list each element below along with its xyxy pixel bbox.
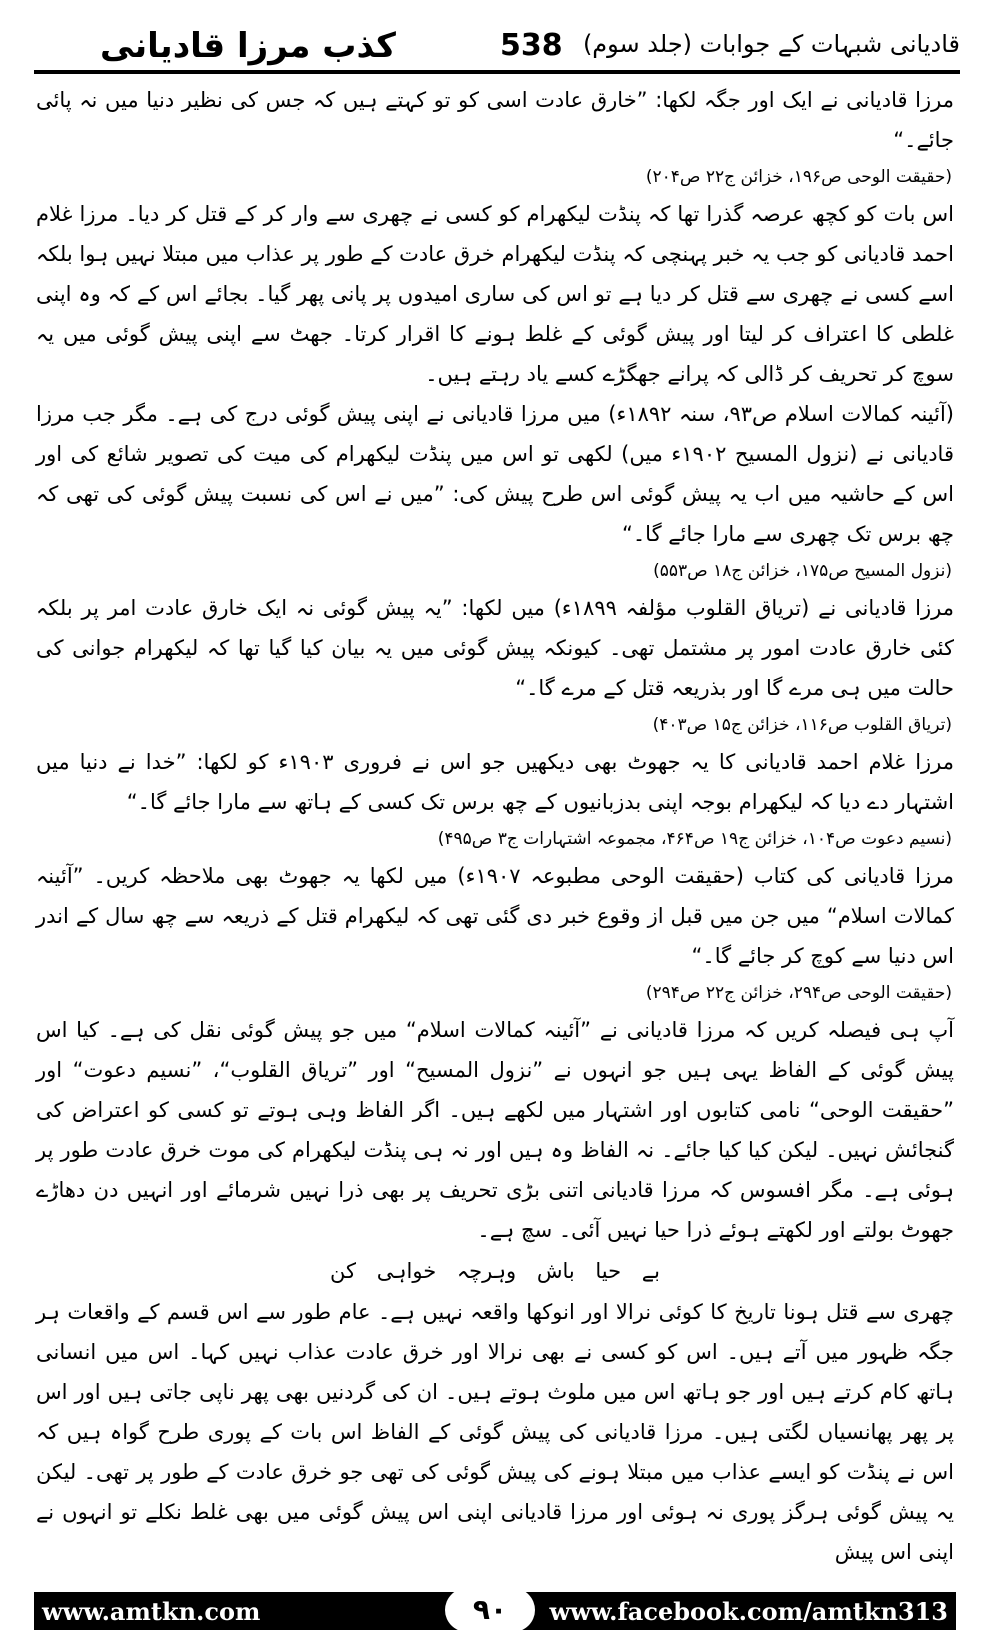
body-paragraph: (آئینہ کمالات اسلام ص۹۳، سنہ ۱۸۹۲ء) میں مرزا قادیانی نے اپنی پیش گوئی درج کی ہے۔ مگر جب مرزا قادیانی نے (نزول المسیح ۱۹۰۲ء میں) لکھی تو اس میں پنڈت لیکھرام کی میت کی تصویر شائع کی اور اس کے حاشیہ میں اب یہ پیش گوئی اس طرح پیش کی: ”میں نے اس کی نسبت پیش گوئی کی تھی کہ چھ برس تک چھری سے مارا جائے گا۔“ [36, 402, 954, 546]
poetry-line: بے حیا باش وہرچہ خواہی کن [330, 1259, 660, 1283]
page-footer [34, 1592, 956, 1630]
body-paragraph: آپ ہی فیصلہ کریں کہ مرزا قادیانی نے ”آئینہ کمالات اسلام“ میں جو پیش گوئی نقل کی ہے۔ کیا اس پیش گوئی کے الفاظ یہی ہیں جو انہوں نے ”نزول المسیح“ اور ”تریاق القلوب“، ”نسیم دعوت“ اور ”حقیقت الوحی“ نامی کتابوں اور اشتہار میں لکھے ہیں۔ اگر الفاظ وہی ہوتے تو کسی کو اعتراض کی گنجائش نہیں۔ لیکن کیا کیا جائے۔ نہ الفاظ وہ ہیں اور نہ ہی پنڈت لیکھرام کی موت خرق عادت طور پر ہوئی ہے۔ مگر افسوس کہ مرزا قادیانی اتنی بڑی تحریف پر بھی ذرا نہیں شرمائے اور انہیں دن دھاڑے جھوٹ بولتے اور لکھتے ہوئے ذرا حیا نہیں آئی۔ سچ ہے۔ [36, 1018, 954, 1242]
body-paragraph: مرزا قادیانی نے (تریاق القلوب مؤلفہ ۱۸۹۹ء) میں لکھا: ”یہ پیش گوئی نہ ایک خارق عادت امر پر بلکہ کئی خارق عادت امور پر مشتمل تھی۔ کیونکہ پیش گوئی میں یہ بیان کیا گیا تھا کہ لیکھرام جوانی کی حالت میں ہی مرے گا اور بذریعہ قتل کے مرے گا۔“ [36, 596, 954, 700]
header-rule [34, 70, 960, 74]
running-title: کذب مرزا قادیانی [100, 26, 396, 66]
book-title: قادیانی شبہات کے جوابات (جلد سوم) [582, 30, 960, 58]
website-url[interactable]: www.amtkn.com [42, 1597, 261, 1626]
page-body [36, 80, 954, 1572]
reference-citation: (حقیقت الوحی ص۱۹۶، خزائن ج۲۲ ص۲۰۴) [645, 167, 952, 187]
page-number: 538 [500, 28, 563, 63]
page-header [30, 22, 960, 68]
reference-citation: (حقیقت الوحی ص۲۹۴، خزائن ج۲۲ ص۲۹۴) [645, 983, 952, 1003]
facebook-url[interactable]: www.facebook.com/amtkn313 [549, 1597, 948, 1626]
body-paragraph: چھری سے قتل ہونا تاریخ کا کوئی نرالا اور انوکھا واقعہ نہیں ہے۔ عام طور سے اس قسم کے واقعات ہر جگہ ظہور میں آتے ہیں۔ اس کو کسی نے بھی نرالا اور خرق عادت عذاب نہیں کہا۔ اس میں انسانی ہاتھ کام کرتے ہیں اور جو ہاتھ اس میں ملوث ہوتے ہیں۔ ان کی گردنیں بھی پھر ناپی جاتی ہیں اور اس پر پھر پھانسیاں لگتی ہیں۔ مرزا قادیانی کی پیش گوئی کے الفاظ اس بات کے پوری طرح گواہ ہیں کہ اس نے پنڈت کو ایسے عذاب میں مبتلا ہونے کی پیش گوئی کی تھی جو خرق عادت کے طور پر تھی۔ لیکن یہ پیش گوئی ہرگز پوری نہ ہوئی اور مرزا قادیانی اپنی اس پیش گوئی میں بھی غلط نکلے تو انہوں نے اپنی اس پیش [36, 1300, 954, 1564]
reference-citation: (تریاق القلوب ص۱۱۶، خزائن ج۱۵ ص۴۰۳) [652, 715, 952, 735]
body-paragraph: مرزا غلام احمد قادیانی کا یہ جھوٹ بھی دیکھیں جو اس نے فروری ۱۹۰۳ء کو لکھا: ”خدا نے دنیا میں اشتہار دے دیا کہ لیکھرام بوجہ اپنی بدزبانیوں کے چھ برس تک کسی کے ہاتھ سے مارا جائے گا۔“ [36, 750, 955, 814]
reference-citation: (نزول المسیح ص۱۷۵، خزائن ج۱۸ ص۵۵۳) [653, 561, 952, 581]
body-paragraph: مرزا قادیانی کی کتاب (حقیقت الوحی مطبوعہ ۱۹۰۷ء) میں لکھا یہ جھوٹ بھی ملاحظہ کریں۔ ”آئینہ کمالات اسلام“ میں جن میں قبل از وقوع خبر دی گئی تھی کہ لیکھرام قتل کے ذریعہ سے چھ سال کے اندر اس دنیا سے کوچ کر جائے گا۔“ [36, 864, 954, 968]
reference-citation: (نسیم دعوت ص۱۰۴، خزائن ج۱۹ ص۴۶۴، مجموعہ اشتہارات ج۳ ص۴۹۵) [437, 829, 952, 849]
body-paragraph: مرزا قادیانی نے ایک اور جگہ لکھا: ”خارق عادت اسی کو تو کہتے ہیں کہ جس کی نظیر دنیا میں نہ پائی جائے۔“ [36, 88, 954, 152]
footer-page-marker: ۹۰ [445, 1588, 535, 1632]
body-paragraph: اس بات کو کچھ عرصہ گذرا تھا کہ پنڈت لیکھرام کو کسی نے چھری سے وار کر کے قتل کر دیا۔ مرزا غلام احمد قادیانی کو جب یہ خبر پہنچی کہ پنڈت لیکھرام خرق عادت کے طور پر عذاب میں مبتلا نہیں ہوا بلکہ اسے کسی نے چھری سے قتل کر دیا ہے تو اس کی ساری امیدوں پر پانی پھر گیا۔ بجائے اس کے کہ وہ اپنی غلطی کا اعتراف کر لیتا اور پیش گوئی کے غلط ہونے کا اقرار کرتا۔ جھٹ سے اپنی پیش گوئی میں یہ سوچ کر تحریف کر ڈالی کہ پرانے جھگڑے کسے یاد رہتے ہیں۔ [36, 202, 954, 386]
